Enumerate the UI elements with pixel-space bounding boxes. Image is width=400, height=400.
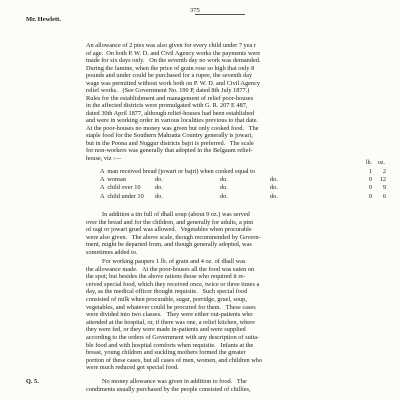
ditto-mark: do.	[270, 184, 278, 192]
text-line: An allowance of 2 pies was also given for every child under 7 yea r	[86, 42, 256, 49]
text-line: over the bread and for the children, and generally for adults, a pint	[86, 218, 254, 226]
ration-description: A woman	[100, 176, 126, 184]
text-line: sometimes added to.	[86, 249, 138, 256]
ditto-mark: do.	[155, 176, 163, 184]
speaker-name: Mr. Hewlett.	[26, 16, 61, 23]
text-line: of age. On both P. W. D. and Civil Agency works the payments were	[86, 49, 261, 57]
ditto-mark: do.	[220, 192, 228, 200]
text-line: Rules for the establishment and management of relief poor-houses	[86, 94, 254, 102]
ration-oz: 9	[382, 184, 386, 192]
ration-lb: 1	[368, 168, 372, 175]
unit-oz: oz.	[378, 160, 385, 166]
ration-description: A man received bread (jowari or bajri) when cooked equal to	[100, 168, 256, 175]
ditto-mark: do.	[220, 184, 228, 192]
text-line: attended at the hospital, or, if there was one, a relief kitchen, where	[86, 318, 255, 326]
text-line: of ragi or jowari gruel was allowed. Vegetables when procurable	[86, 226, 252, 234]
text-line: dated 30th April 1877, although relief-houses had been established	[86, 109, 255, 117]
ration-oz: 6	[382, 192, 386, 200]
text-line: according to the orders of Government with any description of suita-	[86, 334, 260, 341]
text-line: consisted of milk when procurable, sugar, porridge, gruel, soup,	[86, 296, 247, 303]
header-rule	[195, 14, 245, 15]
ditto-mark: do.	[220, 176, 228, 184]
text-line: ment, might be departed from, and though generally adopted, was	[86, 241, 252, 249]
text-line: the spot; but besides the above rations those who required it re-	[86, 273, 246, 281]
text-line: At the poor-houses no money was given but only cooked food. The	[86, 124, 259, 132]
text-line: ceived special food, which they received once, twice or three times a	[86, 280, 260, 288]
text-line: wage was permitted without work both on P. W. D. and Civil Agency	[86, 79, 261, 87]
ration-oz: 12	[379, 176, 386, 184]
ditto-mark: do.	[155, 184, 163, 192]
text-line: staple food for the Southern Mahratta Country generally is jowari,	[86, 132, 253, 139]
text-line: they were fed, or they were made in-patients and were supplied	[86, 326, 246, 334]
text-line: day, as the medical officer thought requisite. Such special food	[86, 288, 248, 296]
text-line: were also given. The above scale, though recommended by Govern-	[86, 233, 261, 241]
text-line: No money allowance was given in addition to food. The	[102, 378, 247, 385]
text-line: and were in working order in various localities previous to that date.	[86, 117, 259, 124]
text-line: made for six days only. On the seventh day no work was demanded.	[86, 57, 261, 64]
unit-lb: lb.	[366, 160, 372, 166]
text-line: were much reduced got special food.	[86, 364, 179, 372]
text-line: In addition a tin full of dhall soup (about 9 oz.) was served	[102, 211, 250, 218]
ration-lb: 0	[368, 192, 372, 200]
text-line: For working paupers 1 lb. of grain and 4 oz. of dhall was	[102, 258, 246, 265]
text-line: but in the Poona and Nuggur districts bajri is preferred. The scale	[86, 139, 254, 147]
text-line: relief works. (See Government No. 190 P, dated 8th July 1877.)	[86, 87, 250, 94]
text-line: portion of these cases, but all cases of men, women, and children who	[86, 356, 263, 364]
text-line: the allowance made. At the poor-houses all the food was eaten on	[86, 265, 255, 273]
ration-description: A child over 10	[100, 184, 141, 192]
text-line: condiments usually purchased by the people consisted of chillies,	[86, 385, 251, 393]
text-line: house, viz :—	[86, 154, 122, 162]
ditto-mark: do.	[270, 176, 278, 184]
text-line: breast, young children and suckling mothers formed the greater	[86, 349, 246, 357]
text-line: for non-workers was generally that adopted in the Belgaum relief-	[86, 147, 253, 154]
text-line: pounds and under could be purchased for a rupee, the seventh day	[86, 72, 253, 79]
ration-lb: 0	[368, 184, 372, 192]
text-line: in the affected districts were promulgated with G. R. 207 E 487,	[86, 102, 248, 109]
ditto-mark: do.	[155, 192, 163, 200]
question-number: Q. 5.	[26, 378, 39, 385]
ditto-mark: do.	[270, 192, 278, 200]
text-line: were divided into two classes. They were either out-patients who	[86, 311, 253, 319]
ration-description: A child under 10	[100, 192, 144, 200]
ration-lb: 0	[368, 176, 372, 184]
page-number: 375	[190, 7, 200, 14]
text-line: During the famine, when the price of grain rose so high that only 8	[86, 64, 255, 72]
text-line: vegetables, and whatever could be procured for them. These cases	[86, 303, 256, 311]
ration-oz: 2	[382, 168, 386, 175]
text-line: ble food and with hospital comforts when requisite. Infants at the	[86, 341, 254, 349]
